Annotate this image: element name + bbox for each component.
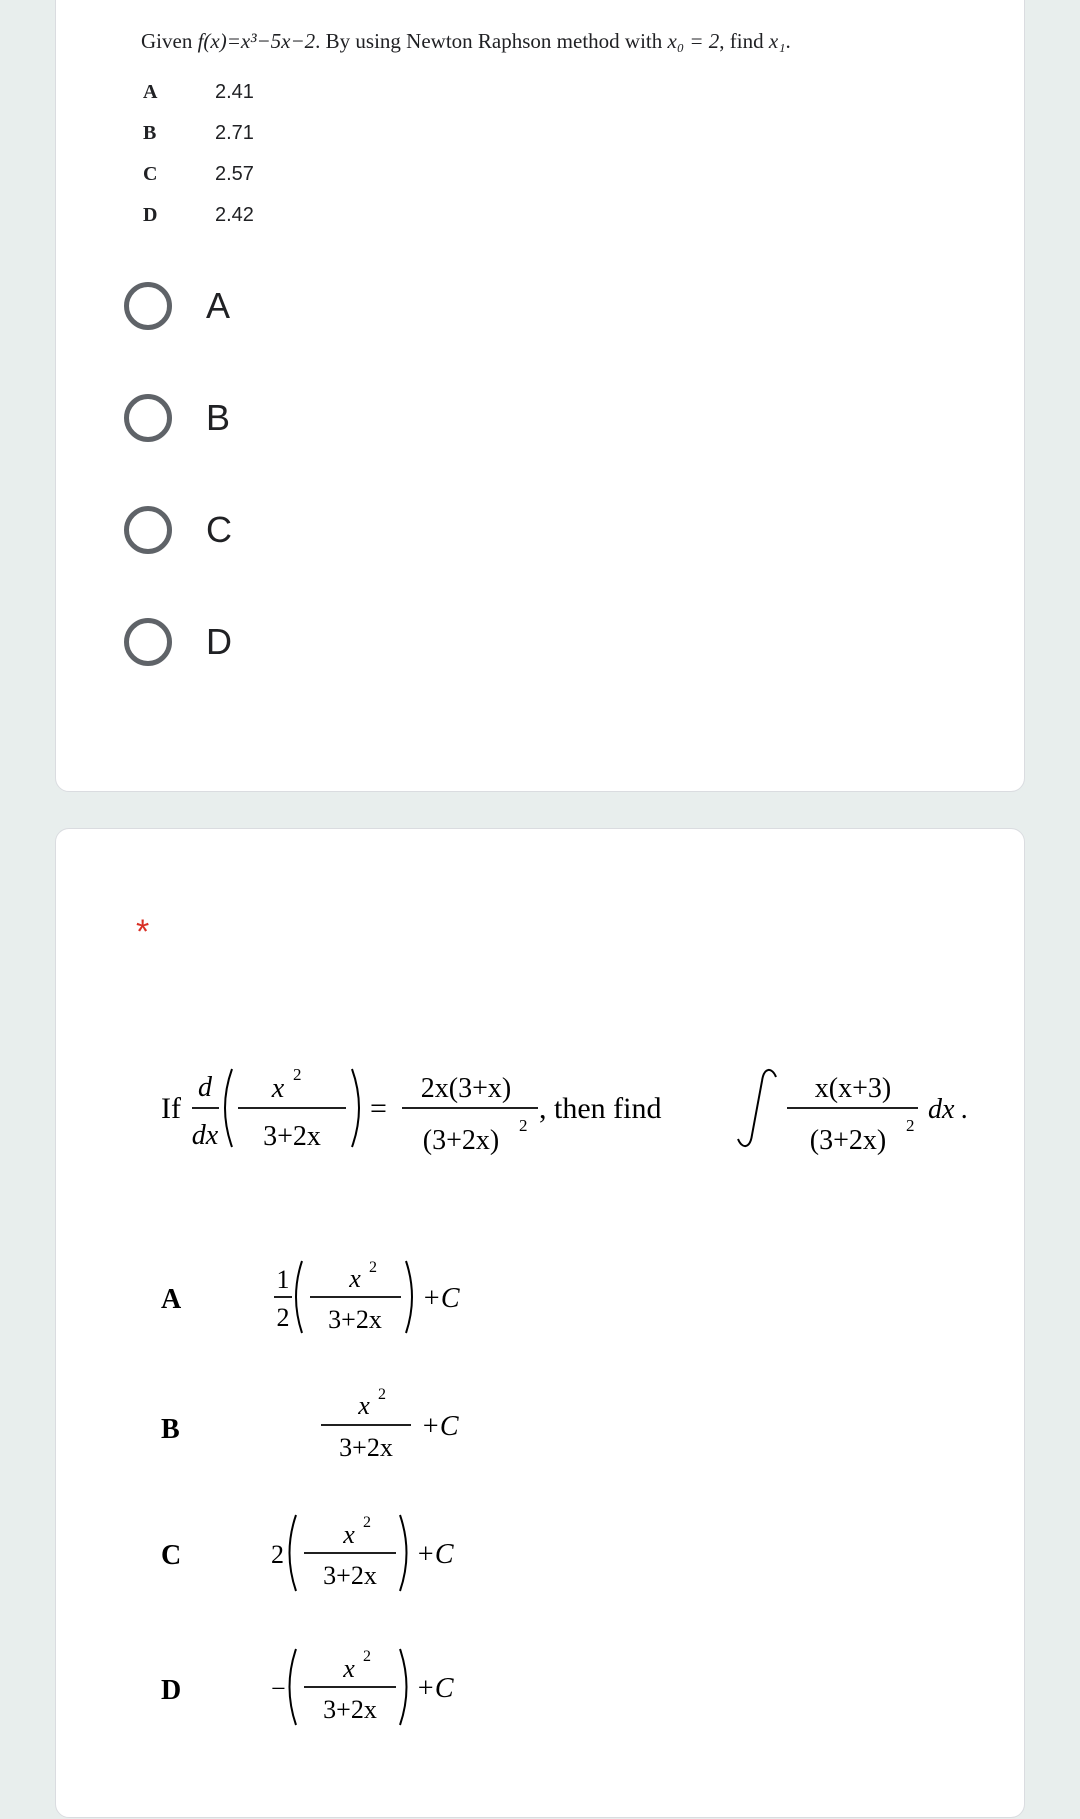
q1-option-b [143, 122, 254, 145]
coefficient-num: 1 [276, 1265, 290, 1294]
coefficient-den: 2 [276, 1303, 290, 1332]
denominator: 3+2x [323, 1695, 377, 1724]
numerator-x: x [349, 1264, 361, 1293]
radio-button[interactable] [124, 394, 172, 442]
q2-option-a [161, 1259, 460, 1334]
negative-sign: − [271, 1674, 286, 1703]
constant-c: +C [422, 1283, 460, 1314]
q1-function: f(x)=x³−5x−2 [197, 29, 316, 53]
question-1-text [141, 29, 791, 54]
q1-option-c [143, 163, 254, 186]
q1-middle: . By using Newton Raphson method with [315, 29, 663, 53]
option-letter: B [161, 1414, 180, 1445]
denominator: 3+2x [328, 1305, 382, 1334]
q2-option-c [161, 1514, 454, 1591]
option-value: 2.41 [215, 81, 254, 103]
q2-option-d [161, 1648, 454, 1725]
derivative-dx: dx [191, 1120, 219, 1151]
option-letter: A [143, 81, 158, 103]
exponent: 2 [906, 1116, 915, 1135]
numerator-x: x [343, 1654, 355, 1683]
integral-numerator: x(x+3) [814, 1073, 892, 1104]
question-card-1 [55, 0, 1025, 792]
radio-label: D [206, 621, 232, 662]
q1-x0: x₀ = 2 [667, 29, 720, 53]
right-paren [406, 1261, 412, 1333]
q1-option-a [143, 81, 254, 104]
constant-c: +C [421, 1411, 459, 1442]
numerator-x: x [271, 1073, 285, 1104]
exponent: 2 [293, 1065, 302, 1084]
denominator: 3+2x [263, 1121, 321, 1152]
question-card-2 [55, 828, 1025, 1818]
constant-c: +C [416, 1673, 454, 1704]
rhs-denominator: (3+2x) [422, 1125, 500, 1156]
option-letter: D [161, 1675, 182, 1706]
rhs-numerator: 2x(3+x) [420, 1073, 512, 1104]
integral-sign-icon [738, 1070, 776, 1146]
exponent: 2 [369, 1259, 377, 1276]
right-paren [400, 1515, 407, 1591]
radio-button[interactable] [124, 282, 172, 330]
integral-dx: dx . [928, 1094, 969, 1125]
right-paren [400, 1649, 407, 1725]
equals-sign: = [370, 1092, 387, 1125]
radio-choice-b[interactable] [124, 394, 230, 442]
question-2-statement [161, 1065, 968, 1156]
radio-label: B [206, 397, 231, 438]
radio-label: A [206, 285, 231, 326]
exponent: 2 [378, 1386, 386, 1403]
constant-c: +C [416, 1539, 454, 1570]
derivative-d: d [198, 1072, 212, 1103]
option-value: 2.71 [215, 122, 254, 144]
right-paren [352, 1069, 359, 1147]
denominator: 3+2x [339, 1433, 393, 1462]
radio-choice-d[interactable] [124, 618, 232, 666]
left-paren [225, 1069, 232, 1147]
coefficient: 2 [271, 1540, 284, 1569]
exponent: 2 [363, 1648, 371, 1665]
option-value: 2.57 [215, 163, 254, 185]
exponent: 2 [519, 1116, 528, 1135]
q1-end: . [785, 29, 791, 53]
radio-choice-a[interactable] [124, 282, 230, 330]
radio-button[interactable] [124, 618, 172, 666]
left-paren [296, 1261, 302, 1333]
required-asterisk: * [136, 913, 150, 951]
radio-choice-c[interactable] [124, 506, 232, 554]
q1-find: , find [719, 29, 764, 53]
radio-label: C [206, 509, 232, 550]
q2-option-b [161, 1386, 459, 1462]
option-value: 2.42 [215, 204, 254, 226]
radio-button[interactable] [124, 506, 172, 554]
option-letter: C [143, 163, 158, 185]
then-find: , then find [539, 1092, 662, 1125]
option-letter: D [143, 204, 158, 226]
q1-option-d [143, 204, 254, 227]
option-letter: C [161, 1540, 182, 1571]
q1-prefix: Given [141, 29, 193, 53]
left-paren [290, 1649, 297, 1725]
option-letter: B [143, 122, 157, 144]
question-2-math [56, 829, 1026, 1819]
q1-x1: x₁ [768, 29, 786, 53]
numerator-x: x [358, 1391, 370, 1420]
integral-denominator: (3+2x) [809, 1125, 887, 1156]
if-word: If [161, 1092, 181, 1125]
exponent: 2 [363, 1514, 371, 1531]
numerator-x: x [343, 1520, 355, 1549]
option-letter: A [161, 1284, 182, 1315]
left-paren [290, 1515, 297, 1591]
denominator: 3+2x [323, 1561, 377, 1590]
